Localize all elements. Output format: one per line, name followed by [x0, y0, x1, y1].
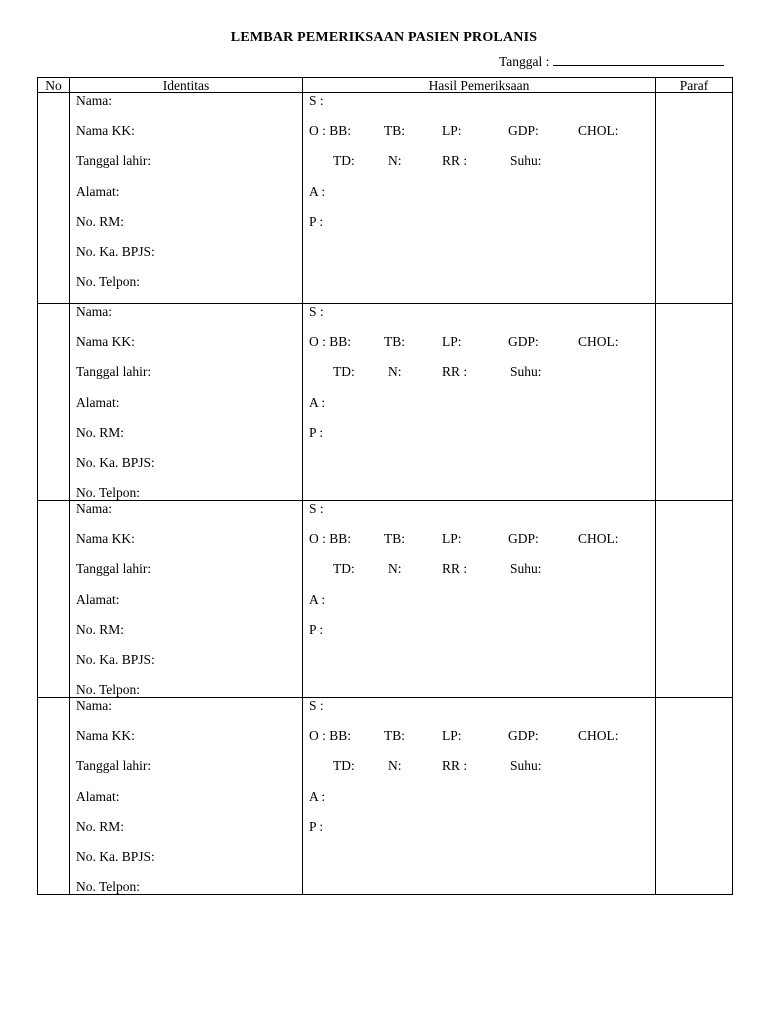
identity-field-label: Tanggal lahir:: [76, 561, 152, 577]
identity-field-label: Nama:: [76, 698, 112, 713]
identity-field-label: Nama:: [76, 501, 112, 516]
identity-field-label: Nama:: [76, 93, 112, 108]
identity-cell[interactable]: [70, 501, 303, 698]
exam-lp-label: LP:: [442, 123, 462, 139]
date-label: Tanggal :: [499, 54, 550, 69]
exam-suhu-label: Suhu:: [510, 758, 542, 774]
identity-cell[interactable]: [70, 304, 303, 501]
exam-o-bb-label: O : BB:: [309, 728, 352, 744]
exam-td-label: TD:: [333, 153, 355, 169]
exam-lp-label: LP:: [442, 334, 462, 350]
identity-field-label: No. RM:: [76, 621, 125, 637]
exam-gdp-label: GDP:: [508, 531, 539, 547]
row-number-cell[interactable]: [38, 501, 70, 698]
exam-tb-label: TB:: [384, 531, 406, 547]
exam-a-label: A :: [309, 591, 326, 607]
exam-n-label: N:: [388, 364, 402, 380]
identity-field-label: Nama KK:: [76, 728, 135, 744]
exam-chol-label: CHOL:: [578, 728, 619, 744]
exam-result-cell[interactable]: [303, 698, 656, 895]
exam-p-label: P :: [309, 424, 324, 440]
exam-o-bb-label: O : BB:: [309, 531, 352, 547]
signature-cell[interactable]: [656, 93, 733, 304]
exam-a-label: A :: [309, 183, 326, 199]
date-blank-field[interactable]: [553, 55, 724, 66]
exam-n-label: N:: [388, 153, 402, 169]
col-header-identitas: Identitas: [70, 78, 303, 93]
identity-cell[interactable]: [70, 698, 303, 895]
row-number-cell[interactable]: [38, 698, 70, 895]
exam-o-bb-label: O : BB:: [309, 123, 352, 139]
identity-field-label: Tanggal lahir:: [76, 153, 152, 169]
exam-lp-label: LP:: [442, 531, 462, 547]
identity-field-label: Alamat:: [76, 788, 120, 804]
exam-a-label: A :: [309, 788, 326, 804]
identity-field-label: Alamat:: [76, 591, 120, 607]
identity-field-label: No. Ka. BPJS:: [76, 848, 155, 864]
identity-field-label: Nama KK:: [76, 334, 135, 350]
exam-gdp-label: GDP:: [508, 123, 539, 139]
identity-field-label: No. Telpon:: [76, 485, 141, 501]
identity-field-label: No. RM:: [76, 818, 125, 834]
identity-field-label: Alamat:: [76, 183, 120, 199]
identity-field-label: No. Telpon:: [76, 274, 141, 290]
exam-o-bb-label: O : BB:: [309, 334, 352, 350]
exam-suhu-label: Suhu:: [510, 153, 542, 169]
exam-rr-label: RR :: [442, 153, 468, 169]
exam-n-label: N:: [388, 561, 402, 577]
exam-gdp-label: GDP:: [508, 728, 539, 744]
identity-field-label: Tanggal lahir:: [76, 758, 152, 774]
identity-field-label: No. Ka. BPJS:: [76, 454, 155, 470]
exam-rr-label: RR :: [442, 758, 468, 774]
exam-tb-label: TB:: [384, 728, 406, 744]
col-header-no: No: [38, 78, 70, 93]
col-header-hasil: Hasil Pemeriksaan: [303, 78, 656, 93]
identity-field-label: No. Ka. BPJS:: [76, 651, 155, 667]
exam-rr-label: RR :: [442, 364, 468, 380]
identity-field-label: Tanggal lahir:: [76, 364, 152, 380]
identity-field-label: Nama KK:: [76, 123, 135, 139]
row-number-cell[interactable]: [38, 93, 70, 304]
identity-field-label: Alamat:: [76, 394, 120, 410]
patient-row: [38, 304, 733, 501]
exam-p-label: P :: [309, 621, 324, 637]
exam-result-cell[interactable]: [303, 93, 656, 304]
exam-s-label: S :: [309, 93, 324, 108]
exam-result-cell[interactable]: [303, 501, 656, 698]
identity-field-label: Nama KK:: [76, 531, 135, 547]
signature-cell[interactable]: [656, 304, 733, 501]
identity-field-label: No. Telpon:: [76, 682, 141, 698]
exam-td-label: TD:: [333, 561, 355, 577]
row-number-cell[interactable]: [38, 304, 70, 501]
identity-field-label: No. RM:: [76, 213, 125, 229]
exam-suhu-label: Suhu:: [510, 364, 542, 380]
exam-p-label: P :: [309, 818, 324, 834]
exam-n-label: N:: [388, 758, 402, 774]
patient-row: [38, 501, 733, 698]
exam-chol-label: CHOL:: [578, 334, 619, 350]
exam-s-label: S :: [309, 304, 324, 319]
exam-s-label: S :: [309, 501, 324, 516]
identity-field-label: No. Ka. BPJS:: [76, 243, 155, 259]
exam-chol-label: CHOL:: [578, 123, 619, 139]
identity-cell[interactable]: [70, 93, 303, 304]
exam-td-label: TD:: [333, 758, 355, 774]
exam-gdp-label: GDP:: [508, 334, 539, 350]
exam-suhu-label: Suhu:: [510, 561, 542, 577]
signature-cell[interactable]: [656, 698, 733, 895]
exam-result-cell[interactable]: [303, 304, 656, 501]
patient-row: [38, 93, 733, 304]
identity-field-label: Nama:: [76, 304, 112, 319]
exam-rr-label: RR :: [442, 561, 468, 577]
col-header-paraf: Paraf: [656, 78, 733, 93]
identity-field-label: No. RM:: [76, 424, 125, 440]
page-title: LEMBAR PEMERIKSAAN PASIEN PROLANIS: [230, 30, 538, 45]
signature-cell[interactable]: [656, 501, 733, 698]
identity-field-label: No. Telpon:: [76, 879, 141, 895]
exam-s-label: S :: [309, 698, 324, 713]
exam-a-label: A :: [309, 394, 326, 410]
exam-lp-label: LP:: [442, 728, 462, 744]
exam-chol-label: CHOL:: [578, 531, 619, 547]
exam-td-label: TD:: [333, 364, 355, 380]
exam-tb-label: TB:: [384, 123, 406, 139]
patient-exam-table: [37, 77, 733, 895]
patient-row: [38, 698, 733, 895]
exam-tb-label: TB:: [384, 334, 406, 350]
date-line: [499, 54, 724, 70]
table-header-row: [38, 78, 733, 93]
exam-p-label: P :: [309, 213, 324, 229]
